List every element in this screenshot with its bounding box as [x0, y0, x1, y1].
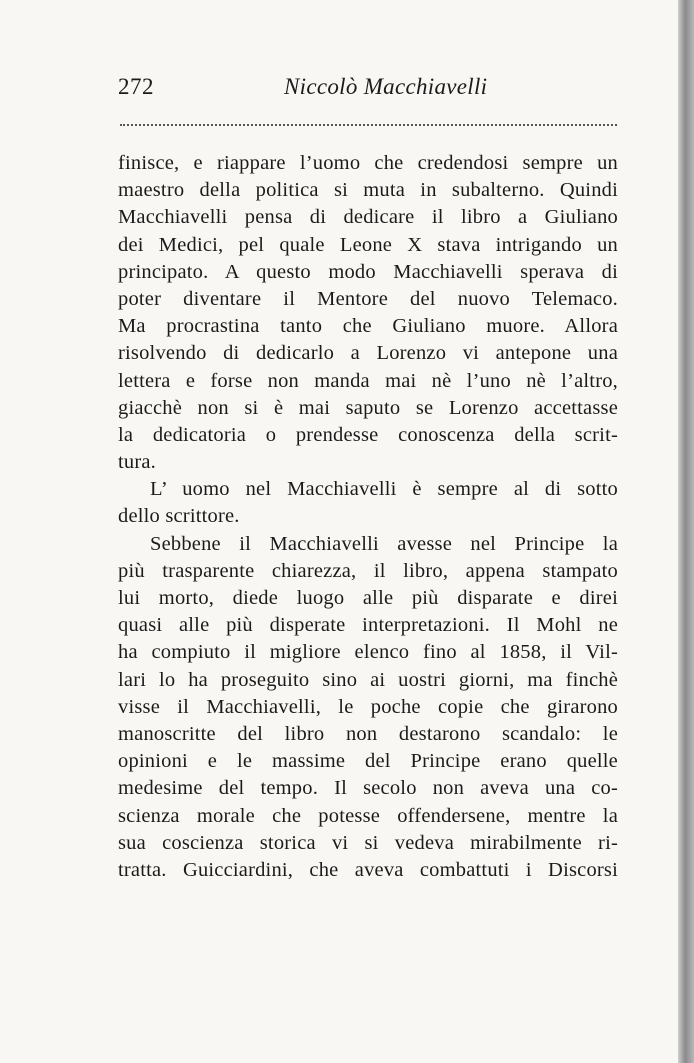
text-line: risolvendo di dedicarlo a Lorenzo vi antepone una — [118, 342, 618, 365]
text-line: tura. — [118, 451, 156, 474]
page-number: 272 — [118, 74, 154, 99]
page-edge-shadow — [678, 0, 694, 1063]
text-line: lui morto, diede luogo alle più disparate e direi — [118, 587, 618, 609]
text-line: dei Medici, pel quale Leone X stava intrigando un — [118, 233, 618, 256]
body-text — [118, 150, 618, 884]
text-line: giacchè non si è mai saputo se Lorenzo accettasse — [118, 396, 618, 419]
text-line: ha compiuto il migliore elenco fino al 1858, il Vil- — [118, 641, 618, 664]
paragraph — [118, 531, 618, 884]
text-line: maestro della politica si muta in subalterno. Quindi — [118, 179, 618, 202]
text-line: manoscritte del libro non destarono scandalo: le — [118, 722, 618, 745]
text-line: finisce, e riappare l’uomo che credendosi sempre un — [118, 152, 618, 174]
text-line: principato. A questo modo Macchiavelli sperava di — [118, 260, 618, 283]
text-line: scienza morale che potesse offendersene, mentre la — [118, 804, 618, 827]
text-line: visse il Macchiavelli, le poche copie che girarono — [118, 695, 618, 718]
running-title: Niccolò Macchiavelli — [284, 74, 488, 99]
text-line: sua coscienza storica vi si vedeva mirabilmente ri- — [118, 831, 618, 854]
text-line: dello scrittore. — [118, 505, 240, 528]
paragraph — [118, 476, 618, 530]
text-line: opinioni e le massime del Principe erano quelle — [118, 750, 618, 773]
text-line: L’ uomo nel Macchiavelli è sempre al di sotto — [150, 478, 618, 501]
text-line: la dedicatoria o prendesse conoscenza della scrit- — [118, 423, 618, 446]
text-line: tratta. Guicciardini, che aveva combattuti i Discorsi — [118, 858, 618, 881]
text-line: lettera e forse non manda mai nè l’uno nè l’altro, — [118, 369, 618, 392]
text-line: Macchiavelli pensa di dedicare il libro a Giuliano — [118, 206, 618, 229]
text-line: Sebbene il Macchiavelli avesse nel Principe la — [150, 532, 618, 555]
text-line: poter diventare il Mentore del nuovo Telemaco. — [118, 287, 618, 310]
text-line: Ma procrastina tanto che Giuliano muore. Allora — [118, 315, 618, 338]
text-line: più trasparente chiarezza, il libro, appena stampato — [118, 559, 618, 582]
text-line: quasi alle più disperate interpretazioni. Il Mohl ne — [118, 614, 618, 637]
text-line: medesime del tempo. Il secolo non aveva una co- — [118, 777, 618, 800]
header-dotted-rule — [120, 124, 617, 126]
page-header — [118, 74, 618, 110]
paragraph — [118, 150, 618, 476]
text-line: lari lo ha proseguito sino ai uostri giorni, ma finchè — [118, 668, 618, 691]
